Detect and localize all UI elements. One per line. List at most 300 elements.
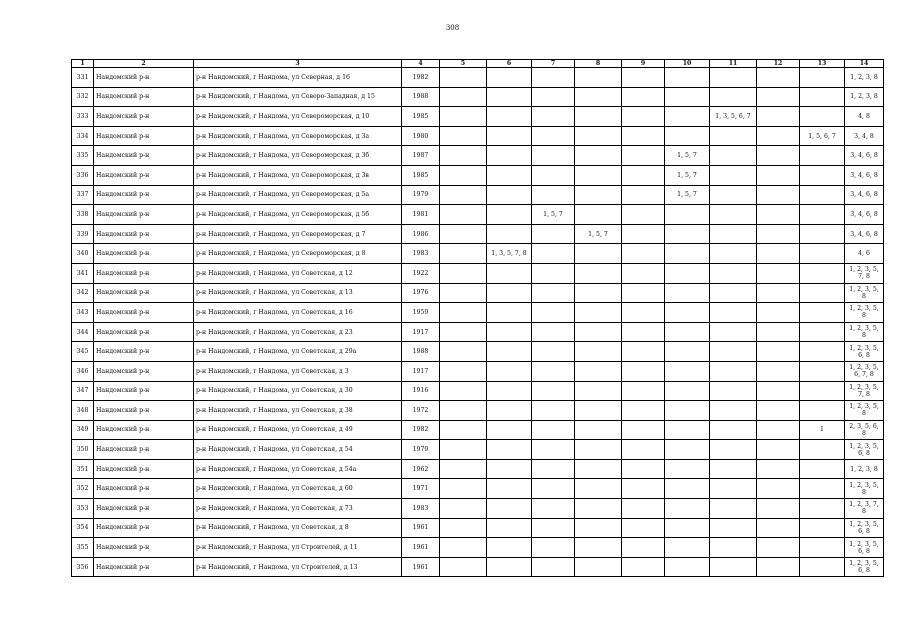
table-cell-col-3: р-н Нандомский, г Нандома, ул Советская, д 8 — [194, 518, 402, 538]
table-cell-col-2: Нандомский р-н — [94, 459, 194, 479]
page-number: 308 — [445, 24, 460, 32]
table-cell-col-2: Нандомский р-н — [94, 440, 194, 460]
table-cell-col-11 — [710, 68, 757, 88]
table-cell-col-8 — [575, 87, 622, 107]
column-header-4: 4 — [402, 60, 440, 68]
table-cell-col-13: 1 — [800, 420, 845, 440]
table-cell-col-5 — [440, 479, 487, 499]
table-cell-col-1: 351 — [72, 459, 94, 479]
table-row — [72, 361, 884, 381]
table-row — [72, 185, 884, 205]
table-cell-col-6 — [487, 87, 532, 107]
table-cell-col-2: Нандомский р-н — [94, 381, 194, 401]
table-cell-col-1: 332 — [72, 87, 94, 107]
table-row — [72, 557, 884, 577]
table-cell-col-12 — [757, 205, 800, 225]
table-cell-col-11 — [710, 224, 757, 244]
table-cell-col-11 — [710, 420, 757, 440]
table-cell-col-12 — [757, 538, 800, 558]
column-header-5: 5 — [440, 60, 487, 68]
table-row — [72, 68, 884, 88]
table-cell-col-14: 3, 4, 6, 8 — [845, 165, 884, 185]
table-cell-col-5 — [440, 557, 487, 577]
table-cell-col-7 — [532, 68, 575, 88]
table-cell-col-3: р-н Нандомский, г Нандома, ул Североморская, д 5а — [194, 185, 402, 205]
table-cell-col-10: 1, 5, 7 — [665, 146, 710, 166]
table-cell-col-13 — [800, 459, 845, 479]
column-header-2: 2 — [94, 60, 194, 68]
table-cell-col-1: 354 — [72, 518, 94, 538]
table-cell-col-4: 1982 — [402, 68, 440, 88]
table-cell-col-4: 1971 — [402, 479, 440, 499]
table-cell-col-8 — [575, 303, 622, 323]
table-cell-col-4: 1980 — [402, 126, 440, 146]
table-cell-col-14: 1, 2, 3, 8 — [845, 68, 884, 88]
table-cell-col-6 — [487, 381, 532, 401]
table-row — [72, 87, 884, 107]
table-row — [72, 263, 884, 283]
table-cell-col-13 — [800, 185, 845, 205]
table-cell-col-8 — [575, 557, 622, 577]
table-cell-col-14: 3, 4, 8 — [845, 126, 884, 146]
table-cell-col-4: 1985 — [402, 165, 440, 185]
table-cell-col-14: 1, 2, 3, 5, 7, 8 — [845, 381, 884, 401]
table-cell-col-6 — [487, 146, 532, 166]
table-cell-col-11 — [710, 401, 757, 421]
table-cell-col-8 — [575, 107, 622, 127]
table-cell-col-14: 3, 4, 6, 8 — [845, 224, 884, 244]
table-cell-col-12 — [757, 303, 800, 323]
table-cell-col-14: 1, 2, 3, 5, 8 — [845, 303, 884, 323]
table-cell-col-9 — [622, 342, 665, 362]
table-cell-col-14: 1, 2, 3, 8 — [845, 459, 884, 479]
table-cell-col-8 — [575, 263, 622, 283]
table-cell-col-3: р-н Нандомский, г Нандома, ул Советская, д 73 — [194, 499, 402, 519]
table-cell-col-13 — [800, 440, 845, 460]
table-cell-col-6 — [487, 185, 532, 205]
table-cell-col-10 — [665, 303, 710, 323]
column-header-9: 9 — [622, 60, 665, 68]
table-row — [72, 146, 884, 166]
table-cell-col-9 — [622, 244, 665, 264]
table-cell-col-10 — [665, 459, 710, 479]
table-cell-col-5 — [440, 165, 487, 185]
table-cell-col-2: Нандомский р-н — [94, 205, 194, 225]
table-cell-col-11 — [710, 126, 757, 146]
table-cell-col-13 — [800, 342, 845, 362]
table-cell-col-13 — [800, 538, 845, 558]
table-cell-col-9 — [622, 499, 665, 519]
table-cell-col-5 — [440, 361, 487, 381]
table-cell-col-10 — [665, 126, 710, 146]
table-cell-col-4: 1917 — [402, 361, 440, 381]
table-cell-col-7 — [532, 185, 575, 205]
table-cell-col-8 — [575, 479, 622, 499]
table-row — [72, 244, 884, 264]
table-cell-col-12 — [757, 283, 800, 303]
table-cell-col-14: 1, 2, 3, 5, 7, 8 — [845, 263, 884, 283]
table-cell-col-4: 1961 — [402, 518, 440, 538]
table-cell-col-2: Нандомский р-н — [94, 283, 194, 303]
column-header-8: 8 — [575, 60, 622, 68]
table-cell-col-6 — [487, 440, 532, 460]
table-cell-col-9 — [622, 420, 665, 440]
table-cell-col-13 — [800, 303, 845, 323]
table-cell-col-10 — [665, 283, 710, 303]
table-cell-col-10 — [665, 205, 710, 225]
table-cell-col-5 — [440, 499, 487, 519]
table-cell-col-4: 1961 — [402, 557, 440, 577]
table-cell-col-4: 1922 — [402, 263, 440, 283]
table-cell-col-7 — [532, 322, 575, 342]
table-cell-col-10 — [665, 518, 710, 538]
table-cell-col-14: 1, 2, 3, 5, 8 — [845, 401, 884, 421]
table-cell-col-1: 340 — [72, 244, 94, 264]
table-cell-col-12 — [757, 185, 800, 205]
table-cell-col-1: 338 — [72, 205, 94, 225]
table-cell-col-8 — [575, 381, 622, 401]
table-cell-col-10 — [665, 381, 710, 401]
table-cell-col-11 — [710, 244, 757, 264]
table-cell-col-3: р-н Нандомский, г Нандома, ул Советская, д 54а — [194, 459, 402, 479]
table-cell-col-2: Нандомский р-н — [94, 557, 194, 577]
table-cell-col-13 — [800, 165, 845, 185]
table-cell-col-9 — [622, 87, 665, 107]
table-cell-col-12 — [757, 459, 800, 479]
table-cell-col-13 — [800, 557, 845, 577]
table-cell-col-12 — [757, 557, 800, 577]
table-cell-col-5 — [440, 342, 487, 362]
table-cell-col-11 — [710, 185, 757, 205]
table-cell-col-1: 347 — [72, 381, 94, 401]
table-cell-col-4: 1979 — [402, 440, 440, 460]
table-cell-col-9 — [622, 165, 665, 185]
table-cell-col-1: 348 — [72, 401, 94, 421]
table-cell-col-5 — [440, 244, 487, 264]
table-cell-col-7 — [532, 283, 575, 303]
table-cell-col-2: Нандомский р-н — [94, 303, 194, 323]
table-cell-col-7 — [532, 342, 575, 362]
table-cell-col-14: 1, 2, 3, 5, 6, 8 — [845, 557, 884, 577]
table-cell-col-14: 1, 2, 3, 5, 6, 7, 8 — [845, 361, 884, 381]
table-cell-col-12 — [757, 224, 800, 244]
table-cell-col-9 — [622, 303, 665, 323]
table-cell-col-13 — [800, 224, 845, 244]
table-cell-col-14: 1, 2, 3, 8 — [845, 87, 884, 107]
table-cell-col-11 — [710, 479, 757, 499]
table-cell-col-2: Нандомский р-н — [94, 263, 194, 283]
table-cell-col-9 — [622, 205, 665, 225]
table-cell-col-3: р-н Нандомский, г Нандома, ул Североморская, д 3в — [194, 165, 402, 185]
table-cell-col-5 — [440, 126, 487, 146]
table-cell-col-3: р-н Нандомский, г Нандома, ул Советская, д 30 — [194, 381, 402, 401]
table-cell-col-9 — [622, 263, 665, 283]
table-cell-col-8 — [575, 244, 622, 264]
table-cell-col-1: 331 — [72, 68, 94, 88]
column-header-11: 11 — [710, 60, 757, 68]
table-cell-col-3: р-н Нандомский, г Нандома, ул Северная, д 16 — [194, 68, 402, 88]
column-header-1: 1 — [72, 60, 94, 68]
table-cell-col-2: Нандомский р-н — [94, 361, 194, 381]
table-cell-col-9 — [622, 322, 665, 342]
table-cell-col-6 — [487, 361, 532, 381]
table-cell-col-13 — [800, 499, 845, 519]
table-cell-col-9 — [622, 401, 665, 421]
table-cell-col-7 — [532, 401, 575, 421]
table-cell-col-4: 1962 — [402, 459, 440, 479]
table-cell-col-3: р-н Нандомский, г Нандома, ул Советская, д 23 — [194, 322, 402, 342]
table-row — [72, 381, 884, 401]
table-cell-col-12 — [757, 146, 800, 166]
table-cell-col-12 — [757, 479, 800, 499]
table-cell-col-3: р-н Нандомский, г Нандома, ул Строителей, д 11 — [194, 538, 402, 558]
table-cell-col-7: 1, 5, 7 — [532, 205, 575, 225]
table-cell-col-7 — [532, 107, 575, 127]
table-cell-col-4: 1987 — [402, 146, 440, 166]
table-cell-col-3: р-н Нандомский, г Нандома, ул Северо-Западная, д 15 — [194, 87, 402, 107]
table-cell-col-4: 1959 — [402, 303, 440, 323]
column-header-14: 14 — [845, 60, 884, 68]
table-cell-col-6 — [487, 479, 532, 499]
table-cell-col-5 — [440, 263, 487, 283]
table-cell-col-7 — [532, 538, 575, 558]
table-cell-col-7 — [532, 263, 575, 283]
table-cell-col-7 — [532, 303, 575, 323]
table-cell-col-8 — [575, 165, 622, 185]
table-cell-col-12 — [757, 420, 800, 440]
table-cell-col-8: 1, 5, 7 — [575, 224, 622, 244]
table-cell-col-11 — [710, 440, 757, 460]
column-header-3: 3 — [194, 60, 402, 68]
table-cell-col-13 — [800, 263, 845, 283]
table-cell-col-9 — [622, 361, 665, 381]
table-cell-col-14: 1, 2, 3, 5, 6, 8 — [845, 440, 884, 460]
table-cell-col-2: Нандомский р-н — [94, 479, 194, 499]
table-cell-col-13 — [800, 479, 845, 499]
table-cell-col-5 — [440, 205, 487, 225]
table-cell-col-7 — [532, 440, 575, 460]
table-header-row — [72, 60, 884, 68]
table-cell-col-14: 3, 4, 6, 8 — [845, 205, 884, 225]
table-row — [72, 479, 884, 499]
table-cell-col-1: 342 — [72, 283, 94, 303]
table-cell-col-14: 1, 2, 3, 5, 8 — [845, 283, 884, 303]
table-cell-col-9 — [622, 185, 665, 205]
table-cell-col-11 — [710, 205, 757, 225]
table-cell-col-3: р-н Нандомский, г Нандома, ул Североморская, д 7 — [194, 224, 402, 244]
table-cell-col-3: р-н Нандомский, г Нандома, ул Советская, д 12 — [194, 263, 402, 283]
table-cell-col-1: 345 — [72, 342, 94, 362]
table-cell-col-1: 339 — [72, 224, 94, 244]
table-cell-col-9 — [622, 224, 665, 244]
table-cell-col-6 — [487, 538, 532, 558]
table-cell-col-8 — [575, 68, 622, 88]
table-cell-col-3: р-н Нандомский, г Нандома, ул Североморская, д 8 — [194, 244, 402, 264]
table-cell-col-13 — [800, 205, 845, 225]
table-cell-col-3: р-н Нандомский, г Нандома, ул Строителей, д 13 — [194, 557, 402, 577]
table-cell-col-5 — [440, 459, 487, 479]
table-cell-col-10 — [665, 263, 710, 283]
table-cell-col-2: Нандомский р-н — [94, 224, 194, 244]
table-cell-col-13 — [800, 283, 845, 303]
table-cell-col-5 — [440, 538, 487, 558]
table-cell-col-5 — [440, 185, 487, 205]
table-cell-col-9 — [622, 126, 665, 146]
table-cell-col-7 — [532, 518, 575, 538]
table-cell-col-1: 346 — [72, 361, 94, 381]
table-cell-col-1: 333 — [72, 107, 94, 127]
table-cell-col-11 — [710, 165, 757, 185]
table-cell-col-10 — [665, 479, 710, 499]
column-header-6: 6 — [487, 60, 532, 68]
table-cell-col-13 — [800, 107, 845, 127]
table-cell-col-10 — [665, 401, 710, 421]
table-cell-col-14: 1, 2, 3, 5, 8 — [845, 479, 884, 499]
table-cell-col-8 — [575, 361, 622, 381]
table-cell-col-10 — [665, 68, 710, 88]
table-cell-col-9 — [622, 538, 665, 558]
table-cell-col-7 — [532, 87, 575, 107]
table-row — [72, 518, 884, 538]
table-cell-col-14: 1, 2, 3, 5, 8 — [845, 322, 884, 342]
table-row — [72, 126, 884, 146]
table-row — [72, 303, 884, 323]
table-cell-col-1: 344 — [72, 322, 94, 342]
table-cell-col-14: 1, 2, 3, 7, 8 — [845, 499, 884, 519]
table-cell-col-10 — [665, 342, 710, 362]
table-cell-col-7 — [532, 381, 575, 401]
table-cell-col-2: Нандомский р-н — [94, 126, 194, 146]
table-cell-col-1: 349 — [72, 420, 94, 440]
table-cell-col-4: 1983 — [402, 244, 440, 264]
table-cell-col-9 — [622, 440, 665, 460]
table-cell-col-9 — [622, 68, 665, 88]
table-cell-col-1: 341 — [72, 263, 94, 283]
table-cell-col-6 — [487, 165, 532, 185]
table-row — [72, 322, 884, 342]
column-header-7: 7 — [532, 60, 575, 68]
table-cell-col-2: Нандомский р-н — [94, 499, 194, 519]
table-cell-col-1: 352 — [72, 479, 94, 499]
table-cell-col-6 — [487, 68, 532, 88]
table-cell-col-8 — [575, 322, 622, 342]
table-cell-col-4: 1986 — [402, 224, 440, 244]
table-cell-col-8 — [575, 126, 622, 146]
table-cell-col-4: 1976 — [402, 283, 440, 303]
table-cell-col-2: Нандомский р-н — [94, 146, 194, 166]
table-cell-col-6 — [487, 401, 532, 421]
table-cell-col-5 — [440, 107, 487, 127]
table-cell-col-8 — [575, 459, 622, 479]
table-cell-col-2: Нандомский р-н — [94, 538, 194, 558]
table-cell-col-9 — [622, 557, 665, 577]
table-cell-col-3: р-н Нандомский, г Нандома, ул Советская, д 13 — [194, 283, 402, 303]
table-row — [72, 342, 884, 362]
table-cell-col-5 — [440, 224, 487, 244]
table-cell-col-12 — [757, 499, 800, 519]
table-cell-col-1: 334 — [72, 126, 94, 146]
table-cell-col-13 — [800, 361, 845, 381]
table-cell-col-6 — [487, 283, 532, 303]
table-cell-col-12 — [757, 342, 800, 362]
table-row — [72, 459, 884, 479]
table-cell-col-2: Нандомский р-н — [94, 244, 194, 264]
table-cell-col-2: Нандомский р-н — [94, 165, 194, 185]
table-cell-col-7 — [532, 361, 575, 381]
table-cell-col-2: Нандомский р-н — [94, 401, 194, 421]
table-cell-col-1: 337 — [72, 185, 94, 205]
table-cell-col-11 — [710, 518, 757, 538]
table-row — [72, 440, 884, 460]
table-cell-col-14: 2, 3, 5, 6, 8 — [845, 420, 884, 440]
table-cell-col-1: 355 — [72, 538, 94, 558]
table-cell-col-3: р-н Нандомский, г Нандома, ул Советская, д 38 — [194, 401, 402, 421]
table-cell-col-5 — [440, 440, 487, 460]
table-cell-col-5 — [440, 401, 487, 421]
table-cell-col-4: 1979 — [402, 185, 440, 205]
table-cell-col-7 — [532, 420, 575, 440]
table-cell-col-13 — [800, 244, 845, 264]
table-row — [72, 420, 884, 440]
table-cell-col-3: р-н Нандомский, г Нандома, ул Советская, д 54 — [194, 440, 402, 460]
table-cell-col-5 — [440, 146, 487, 166]
table-cell-col-3: р-н Нандомский, г Нандома, ул Советская, д 49 — [194, 420, 402, 440]
table-cell-col-9 — [622, 459, 665, 479]
table-cell-col-1: 350 — [72, 440, 94, 460]
table-cell-col-10 — [665, 87, 710, 107]
table-cell-col-7 — [532, 224, 575, 244]
table-row — [72, 224, 884, 244]
table-cell-col-7 — [532, 165, 575, 185]
table-cell-col-10: 1, 5, 7 — [665, 185, 710, 205]
table-cell-col-7 — [532, 479, 575, 499]
table-cell-col-7 — [532, 557, 575, 577]
table-cell-col-6 — [487, 205, 532, 225]
table-cell-col-8 — [575, 205, 622, 225]
table-cell-col-6 — [487, 303, 532, 323]
table-cell-col-2: Нандомский р-н — [94, 87, 194, 107]
table-cell-col-7 — [532, 499, 575, 519]
table-cell-col-12 — [757, 322, 800, 342]
table-cell-col-10 — [665, 538, 710, 558]
table-cell-col-7 — [532, 459, 575, 479]
table-cell-col-4: 1983 — [402, 499, 440, 519]
table-cell-col-14: 4, 8 — [845, 107, 884, 127]
table-cell-col-2: Нандомский р-н — [94, 518, 194, 538]
table-cell-col-6 — [487, 459, 532, 479]
table-row — [72, 165, 884, 185]
table-cell-col-1: 356 — [72, 557, 94, 577]
table-cell-col-4: 1916 — [402, 381, 440, 401]
table-row — [72, 283, 884, 303]
table-cell-col-6 — [487, 224, 532, 244]
table-cell-col-5 — [440, 283, 487, 303]
table-cell-col-14: 4, 6 — [845, 244, 884, 264]
table-cell-col-3: р-н Нандомский, г Нандома, ул Североморская, д 3б — [194, 146, 402, 166]
table-cell-col-11 — [710, 87, 757, 107]
table-cell-col-12 — [757, 518, 800, 538]
table-cell-col-5 — [440, 518, 487, 538]
table-cell-col-12 — [757, 107, 800, 127]
table-cell-col-1: 343 — [72, 303, 94, 323]
table-cell-col-12 — [757, 440, 800, 460]
table-cell-col-6 — [487, 126, 532, 146]
table-cell-col-13 — [800, 68, 845, 88]
table-cell-col-4: 1988 — [402, 87, 440, 107]
table-cell-col-13 — [800, 87, 845, 107]
table-cell-col-11 — [710, 342, 757, 362]
table-cell-col-13 — [800, 401, 845, 421]
